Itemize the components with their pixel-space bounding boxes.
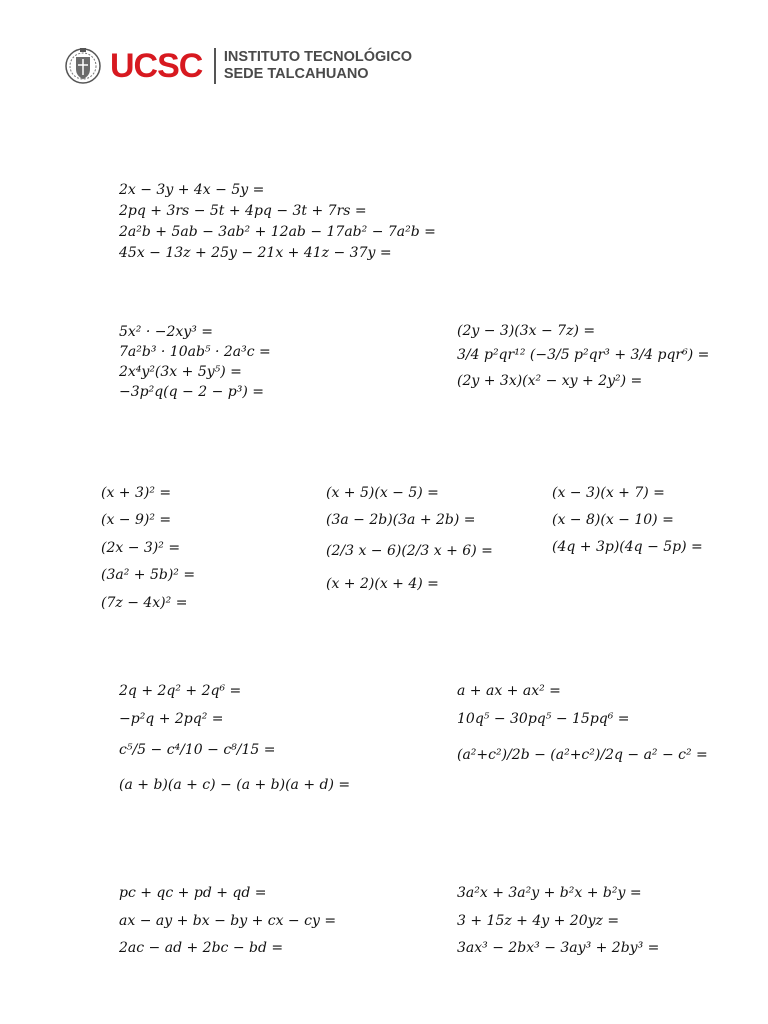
expression: (x + 5)(x − 5) =: [326, 485, 439, 501]
expression: (4q + 3p)(4q − 5p) =: [552, 539, 703, 555]
expression: 3 + 15z + 4y + 20yz =: [457, 913, 620, 929]
expression: (x + 2)(x + 4) =: [326, 576, 439, 592]
university-seal-icon: [64, 45, 102, 87]
expression: 3ax³ − 2bx³ − 3ay³ + 2by³ =: [457, 940, 660, 956]
expression: (a²+c²)/2b − (a²+c²)/2q − a² − c² =: [457, 747, 708, 763]
expression: 7a²b³ · 10ab⁵ · 2a³c =: [119, 344, 271, 360]
expression: (3a² + 5b)² =: [101, 567, 196, 583]
expression: (3a − 2b)(3a + 2b) =: [326, 512, 476, 528]
expression: (2y − 3)(3x − 7z) =: [457, 323, 596, 339]
expression: (7z − 4x)² =: [101, 595, 188, 611]
expression: 5x² · −2xy³ =: [119, 324, 214, 340]
expression: 2q + 2q² + 2q⁶ =: [119, 683, 242, 699]
expression: ax − ay + bx − by + cx − cy =: [119, 913, 337, 929]
expression: 2a²b + 5ab − 3ab² + 12ab − 17ab² − 7a²b =: [119, 224, 436, 240]
expression: (a + b)(a + c) − (a + b)(a + d) =: [119, 777, 351, 793]
expression: (2y + 3x)(x² − xy + 2y²) =: [457, 373, 643, 389]
institute-name: [224, 49, 412, 83]
expression: (2x − 3)² =: [101, 540, 181, 556]
expression: 45x − 13z + 25y − 21x + 41z − 37y =: [119, 245, 392, 261]
expression: 2pq + 3rs − 5t + 4pq − 3t + 7rs =: [119, 203, 367, 219]
expression: 2x − 3y + 4x − 5y =: [119, 182, 265, 198]
header: [64, 44, 412, 88]
expression: (x + 3)² =: [101, 485, 172, 501]
brand-logo-text: UCSC: [110, 47, 203, 85]
expression: c⁵/5 − c⁴/10 − c⁸/15 =: [119, 742, 276, 758]
expression: 2x⁴y²(3x + 5y⁵) =: [119, 364, 242, 380]
expression: (x − 9)² =: [101, 512, 172, 528]
institute-line-2: SEDE TALCAHUANO: [223, 66, 369, 82]
expression: 3a²x + 3a²y + b²x + b²y =: [457, 885, 642, 901]
expression: a + ax + ax² =: [457, 683, 561, 699]
expression: 3/4 p²qr¹² (−3/5 p²qr³ + 3/4 pqr⁶) =: [457, 347, 710, 363]
expression: 10q⁵ − 30pq⁵ − 15pq⁶ =: [457, 711, 630, 727]
expression: (x − 3)(x + 7) =: [552, 485, 665, 501]
expression: −3p²q(q − 2 − p³) =: [119, 384, 264, 400]
expression: pc + qc + pd + qd =: [119, 885, 267, 901]
header-divider: [214, 48, 216, 84]
expression: (2/3 x − 6)(2/3 x + 6) =: [326, 543, 493, 559]
expression: (x − 8)(x − 10) =: [552, 512, 674, 528]
institute-line-1: INSTITUTO TECNOLÓGICO: [223, 49, 413, 65]
expression: −p²q + 2pq² =: [119, 711, 224, 727]
expression: 2ac − ad + 2bc − bd =: [119, 940, 284, 956]
